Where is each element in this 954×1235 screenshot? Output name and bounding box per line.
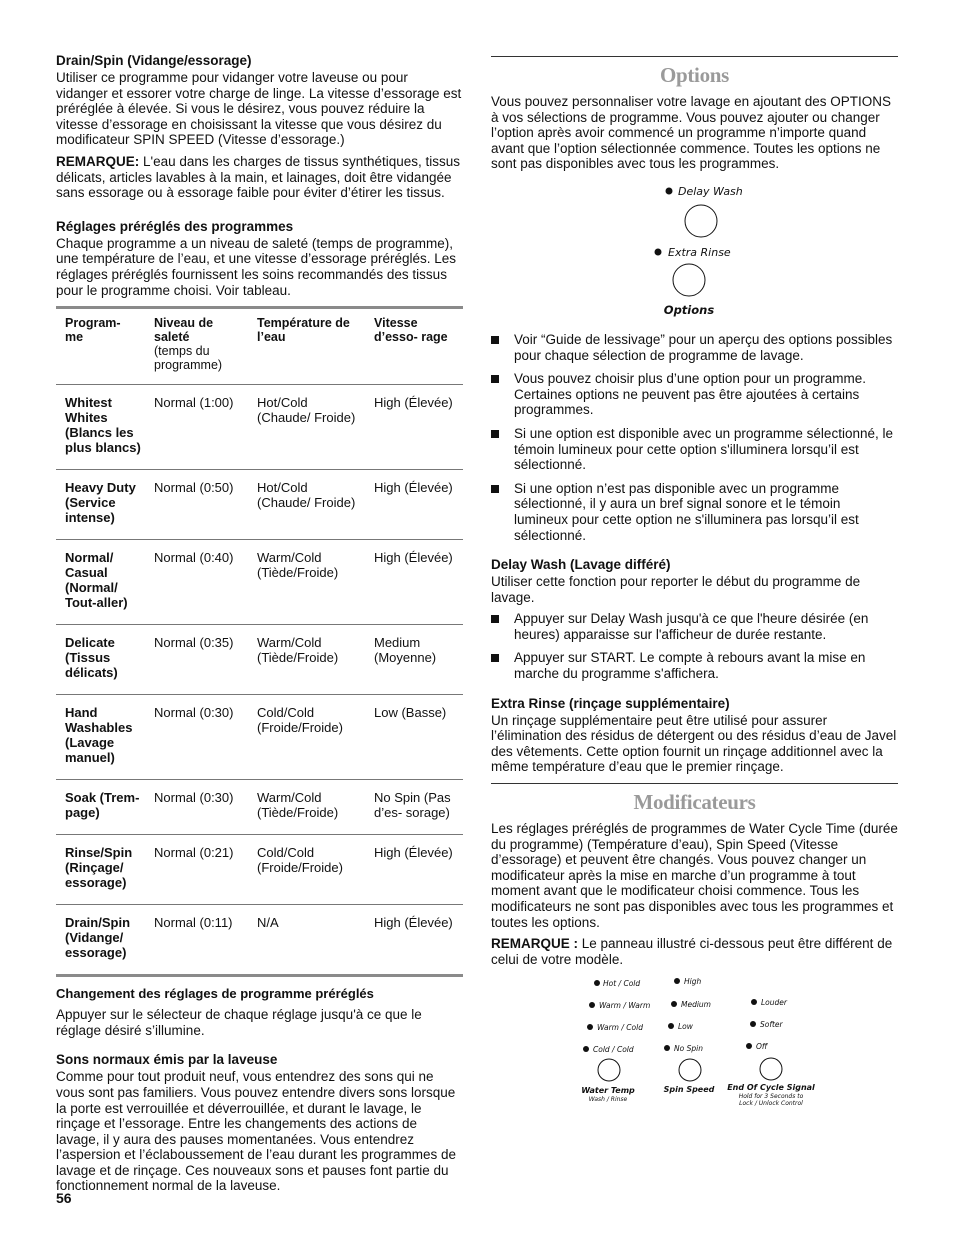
page-number: 56: [56, 1190, 72, 1206]
modifiers-body: Les réglages préréglés de programmes de Water Cycle Time (durée du programme) (Température d’eau), Spin Speed (Vitesse d’essorage) et peuvent être changés. Vous pouvez changer un modificateur après la mise en marche d’un programme à tout moment avant que le modificateur choisi commence. Tous les modificateurs ne sont pas disponibles avec tous les programmes et toutes les options.: [491, 821, 898, 930]
note-label: REMARQUE :: [491, 936, 578, 952]
table-header-row: [56, 308, 463, 385]
spin-speed-button[interactable]: [679, 1059, 701, 1081]
louder-indicator-icon: [751, 999, 757, 1005]
list-item: Si une option est disponible avec un programme sélectionné, le témoin lumineux pour cette option s'illuminera lorsqu’il est sélectionné.: [491, 426, 898, 473]
drain-spin-heading: Drain/Spin (Vidange/essorage): [56, 53, 252, 68]
modifiers-panel-svg: [491, 975, 898, 1110]
spin-option-label: No Spin: [674, 1044, 703, 1054]
water-temp-button[interactable]: [598, 1059, 620, 1081]
cold-cold-indicator-icon: [583, 1046, 589, 1052]
water-temp-label: Water Temp: [581, 1086, 635, 1096]
extra-rinse-heading: Extra Rinse (rinçage supplémentaire): [491, 695, 730, 711]
note-label: REMARQUE:: [56, 153, 140, 169]
list-item: Appuyer sur START. Le compte à rebours avant la mise en marche du programme s'affichera.: [491, 650, 898, 681]
header-water-temp: Température de l’eau: [257, 316, 350, 345]
extra-rinse-body: Un rinçage supplémentaire peut être utilisé pour assurer l’élimination des résidus de détergent ou des résidus d’eau de Javel des vêtements. Cette option fournit un rinçage additionnel avec la même température d’eau que le premier rinçage.: [491, 712, 897, 775]
water-option-label: Hot / Cold: [603, 979, 641, 989]
end-of-cycle-signal-button[interactable]: [760, 1058, 782, 1080]
spin-option-label: Low: [678, 1022, 693, 1032]
presets-body: Chaque programme a un niveau de saleté (temps de programme), une température de l’eau, et une vitesse d’essorage préréglés. Les réglages préréglés fournissent les soins recommandés des tissus pour le programme choisi. Voir tableau.: [56, 235, 456, 298]
off-indicator-icon: [746, 1043, 752, 1049]
table-row: Whitest Whites (Blancs les plus blancs) Normal (1:00) Hot/Cold (Chaude/ Froide) High (Élevée): [56, 385, 463, 470]
signal-option-label: Off: [756, 1042, 768, 1052]
signal-option-label: Louder: [761, 998, 787, 1008]
water-option-label: Warm / Warm: [599, 1001, 651, 1011]
list-item: Vous pouvez choisir plus d’une option pour un programme. Certaines options ne peuvent pas être ajoutées à certains programmes.: [491, 371, 898, 418]
list-item: Voir “Guide de lessivage” pour un aperçu des options possibles pour chaque sélection de programme de lavage.: [491, 332, 898, 363]
extra-rinse-button[interactable]: [673, 264, 705, 296]
table-row: Rinse/Spin (Rinçage/ essorage) Normal (0:21) Cold/Cold (Froide/Froide) High (Élevée): [56, 835, 463, 905]
signal-sublabel: Lock / Unlock Control: [739, 1100, 803, 1108]
options-intro: Vous pouvez personnaliser votre lavage en ajoutant des OPTIONS à vos sélections de programme. Vous pouvez ajouter ou changer l’option après avoir commencé un programme n’importe quand avant que l’option sélectionnée commence. Toutes les options ne sont pas disponibles avec tous les programmes.: [491, 94, 891, 172]
note-text: Le panneau illustré ci-dessous peut être différent de celui de votre modèle.: [491, 936, 893, 967]
sounds-heading: Sons normaux émis par la laveuse: [56, 1052, 278, 1068]
modifiers-panel-illustration: [491, 975, 898, 1110]
table-row: Drain/Spin (Vidange/ essorage) Normal (0:11) N/A High (Élevée): [56, 905, 463, 976]
list-item: Appuyer sur Delay Wash jusqu'à ce que l'heure désirée (en heures) apparaisse sur l'afficheur de durée restante.: [491, 611, 898, 642]
extra-rinse-label: Extra Rinse: [668, 245, 731, 259]
water-temp-sublabel: Wash / Rinse: [588, 1096, 628, 1104]
header-soil-level: Niveau de saleté (temps du programme): [154, 316, 223, 373]
presets-heading: Réglages préréglés des programmes: [56, 218, 294, 234]
delay-wash-label: Delay Wash: [678, 184, 743, 198]
signal-label: End Of Cycle Signal: [727, 1083, 815, 1093]
change-presets-heading: Changement des réglages de programme préréglés: [56, 986, 374, 1002]
right-column: [491, 56, 898, 1110]
program-presets-table: [56, 306, 463, 977]
header-spin-speed: Vitesse d’esso- rage: [374, 316, 448, 345]
table-row: Heavy Duty (Service intense) Normal (0:50) Hot/Cold (Chaude/ Froide) High (Élevée): [56, 470, 463, 540]
extra-rinse-indicator-icon: [655, 248, 662, 255]
delay-wash-heading: Delay Wash (Lavage différé): [491, 557, 671, 573]
sounds-body: Comme pour tout produit neuf, vous entendrez des sons qui ne vous sont pas familiers. Vous pouvez entendre divers sons lorsque la porte est verrouillée et déverrouillée, et durant le lavage, le rinçage et l’essorage. Entre les changements des actions de lavage, il y aura des pauses momentanées. Vous entendrez l’aspersion et l’éclaboussement de l’eau durant les programmes de lavage et de rinçage. Ces nouveaux sons et pauses font partie du fonctionnement normal de la laveuse.: [56, 1069, 456, 1194]
options-title: Options: [659, 63, 730, 87]
hot-cold-indicator-icon: [594, 980, 600, 986]
modifiers-note: [491, 936, 898, 967]
header-program: Program- me: [65, 316, 121, 345]
delay-wash-bullets: [491, 611, 898, 681]
top-divider: [491, 56, 898, 57]
softer-indicator-icon: [750, 1021, 756, 1027]
warm-warm-indicator-icon: [589, 1002, 595, 1008]
medium-indicator-icon: [671, 1001, 677, 1007]
table-row: Hand Washables (Lavage manuel) Normal (0:30) Cold/Cold (Froide/Froide) Low (Basse): [56, 695, 463, 780]
water-option-label: Cold / Cold: [593, 1045, 634, 1055]
note-text: L'eau dans les charges de tissus synthétiques, tissus délicats, articles lavables à la main, et lainages, doit être vidangée sans essorage ou à essorage faible pour éviter d’étirer les tissus.: [56, 153, 461, 201]
warm-cold-indicator-icon: [587, 1024, 593, 1030]
water-option-label: Warm / Cold: [597, 1023, 643, 1033]
spin-speed-label: Spin Speed: [663, 1085, 715, 1095]
delay-wash-indicator-icon: [666, 187, 673, 194]
signal-option-label: Softer: [760, 1020, 783, 1030]
spin-option-label: High: [684, 977, 702, 987]
list-item: Si une option n’est pas disponible avec un programme sélectionné, il y aura un bref signal sonore et le témoin lumineux pour cette option ne s'illuminera pas lorsqu’il est sélectionné.: [491, 481, 898, 543]
spin-option-label: Medium: [681, 1000, 711, 1010]
options-panel-svg: [491, 178, 898, 318]
low-indicator-icon: [668, 1023, 674, 1029]
table-row: Normal/ Casual (Normal/ Tout-aller) Normal (0:40) Warm/Cold (Tiède/Froide) High (Élevée): [56, 540, 463, 625]
signal-sublabel: Hold for 3 Seconds to: [738, 1093, 804, 1101]
drain-spin-note: [56, 154, 463, 201]
table-row: Soak (Trem- page) Normal (0:30) Warm/Cold (Tiède/Froide) No Spin (Pas d’es- sorage): [56, 780, 463, 835]
drain-spin-body: Utiliser ce programme pour vidanger votre laveuse ou pour vidanger et essorer votre charge de linge. La vitesse d’essorage est préréglée à élevée. Si vous le désirez, vous pouvez réduire la vitesse d’essorage en choisissant la vitesse que vous désirez du modificateur SPIN SPEED (Vitesse d’essorage.): [56, 70, 462, 148]
options-panel-illustration: [491, 178, 898, 318]
modifiers-title: Modificateurs: [633, 790, 756, 815]
modifiers-divider: [491, 783, 898, 784]
high-indicator-icon: [674, 978, 680, 984]
left-column: [56, 50, 463, 1200]
options-panel-label: Options: [663, 302, 715, 317]
options-bullets: [491, 332, 898, 543]
delay-wash-body: Utiliser cette fonction pour reporter le début du programme de lavage.: [491, 574, 861, 605]
delay-wash-button[interactable]: [685, 205, 717, 237]
change-presets-body: Appuyer sur le sélecteur de chaque réglage jusqu'à ce que le réglage désiré s’illumine.: [56, 1007, 422, 1038]
table-row: Delicate (Tissus délicats) Normal (0:35) Warm/Cold (Tiède/Froide) Medium (Moyenne): [56, 625, 463, 695]
no-spin-indicator-icon: [664, 1045, 670, 1051]
